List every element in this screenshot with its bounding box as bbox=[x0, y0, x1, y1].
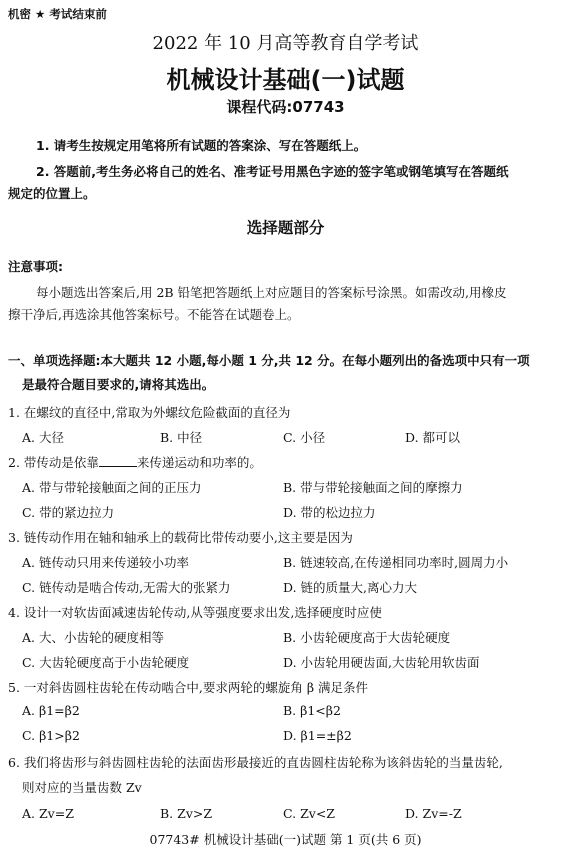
exam-title: 2022 年 10 月高等教育自学考试 bbox=[152, 33, 419, 54]
option-a: A. β1=β2 bbox=[22, 703, 80, 718]
section-title: 选择题部分 bbox=[246, 219, 325, 237]
notice-line2: 擦干净后,再选涂其他答案标号。不能答在试题卷上。 bbox=[8, 307, 300, 322]
question-stem: 3. 链传动作用在轴和轴承上的载荷比带传动要小,这主要是因为 bbox=[8, 530, 353, 545]
option-a: A. 链传动只用来传递较小功率 bbox=[22, 555, 189, 570]
question-stem: 1. 在螺纹的直径中,常取为外螺纹危险截面的直径为 bbox=[8, 405, 291, 420]
option-d: D. 带的松边拉力 bbox=[283, 505, 376, 520]
instruction-2-line2: 规定的位置上。 bbox=[8, 186, 96, 201]
option-d: D. Zv=-Z bbox=[405, 806, 462, 821]
option-b: B. 中径 bbox=[160, 430, 203, 445]
option-c: C. 大齿轮硬度高于小齿轮硬度 bbox=[22, 655, 190, 670]
notice-label: 注意事项: bbox=[8, 259, 63, 274]
option-a: A. 大径 bbox=[22, 430, 64, 445]
answer-blank bbox=[99, 454, 137, 467]
instruction-2-line1: 2. 答题前,考生务必将自己的姓名、准考证号用黑色字迹的签字笔或钢笔填写在答题纸 bbox=[36, 164, 509, 179]
question-stem-before-blank: 2. 带传动是依靠 bbox=[8, 455, 99, 470]
option-d: D. 链的质量大,离心力大 bbox=[283, 580, 417, 595]
option-b: B. 带与带轮接触面之间的摩擦力 bbox=[283, 480, 463, 495]
question-stem: 4. 设计一对软齿面减速齿轮传动,从等强度要求出发,选择硬度时应使 bbox=[8, 605, 382, 620]
instruction-1: 1. 请考生按规定用笔将所有试题的答案涂、写在答题纸上。 bbox=[36, 138, 367, 153]
option-d: D. β1=±β2 bbox=[283, 728, 352, 743]
option-c: C. β1>β2 bbox=[22, 728, 80, 743]
option-c: C. Zv<Z bbox=[283, 806, 335, 821]
option-c: C. 链传动是啮合传动,无需大的张紧力 bbox=[22, 580, 231, 595]
option-d: D. 都可以 bbox=[405, 430, 461, 445]
option-a: A. 大、小齿轮的硬度相等 bbox=[22, 630, 164, 645]
secret-label: 机密 ★ 考试结束前 bbox=[8, 7, 107, 21]
question-stem: 5. 一对斜齿圆柱齿轮在传动啮合中,要求两轮的螺旋角 β 满足条件 bbox=[8, 680, 369, 695]
notice-line1: 每小题选出答案后,用 2B 铅笔把答题纸上对应题目的答案标号涂黑。如需改动,用橡皮 bbox=[36, 285, 507, 300]
question-stem-line1: 6. 我们将齿形与斜齿圆柱齿轮的法面齿形最接近的直齿圆柱齿轮称为该斜齿轮的当量齿轮, bbox=[8, 755, 503, 770]
subject-title: 机械设计基础(一)试题 bbox=[166, 66, 405, 94]
option-c: C. 小径 bbox=[283, 430, 326, 445]
part1-heading-line1: 一、单项选择题:本大题共 12 小题,每小题 1 分,共 12 分。在每小题列出的备选项中只有一项 bbox=[8, 353, 530, 368]
option-a: A. 带与带轮接触面之间的正压力 bbox=[22, 480, 202, 495]
option-b: B. Zv>Z bbox=[160, 806, 213, 821]
option-a: A. Zv=Z bbox=[22, 806, 74, 821]
part1-heading-line2: 是最符合题目要求的,请将其选出。 bbox=[22, 377, 215, 392]
question-stem bbox=[8, 453, 262, 471]
option-b: B. β1<β2 bbox=[283, 703, 341, 718]
question-stem-line2: 则对应的当量齿数 Zv bbox=[22, 780, 142, 795]
option-b: B. 小齿轮硬度高于大齿轮硬度 bbox=[283, 630, 451, 645]
option-c: C. 带的紧边拉力 bbox=[22, 505, 115, 520]
course-code: 课程代码:07743 bbox=[226, 98, 345, 116]
option-b: B. 链速较高,在传递相同功率时,圆周力小 bbox=[283, 555, 509, 570]
page-footer: 07743# 机械设计基础(一)试题 第 1 页(共 6 页) bbox=[149, 832, 422, 847]
option-d: D. 小齿轮用硬齿面,大齿轮用软齿面 bbox=[283, 655, 480, 670]
question-stem-after-blank: 来传递运动和功率的。 bbox=[136, 455, 262, 470]
